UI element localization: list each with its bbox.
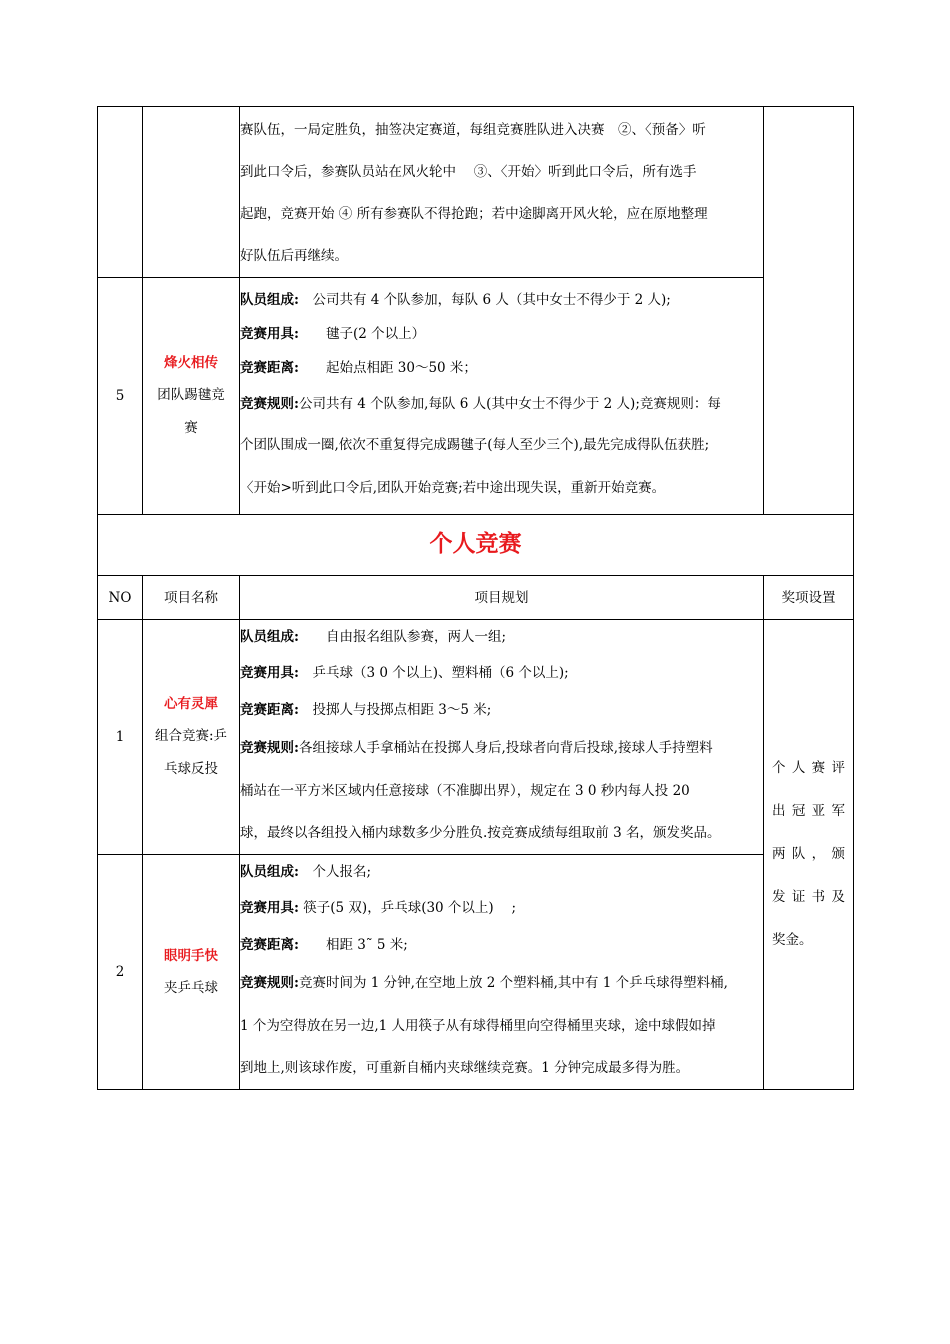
field-label: 竞赛规则:	[240, 739, 299, 756]
competition-table	[97, 106, 854, 1090]
field-label: 竞赛规则:	[240, 974, 299, 991]
desc-line	[240, 726, 763, 770]
description-cell	[240, 107, 764, 278]
event-title: 眼明手快	[164, 947, 218, 964]
award-line: 两 队 ， 颁	[772, 846, 845, 862]
award-cell	[764, 620, 854, 1090]
event-subtitle: 团队踢毽竞	[157, 387, 225, 403]
desc-line	[240, 887, 763, 929]
table-header-row	[98, 576, 854, 620]
field-label: 竞赛距离:	[240, 936, 299, 953]
field-value: 筷子(5 双)，乒乓球(30 个以上) ;	[298, 899, 517, 916]
desc-line	[240, 385, 763, 423]
desc-line	[240, 961, 763, 1005]
table-row	[98, 620, 854, 855]
field-label: 竞赛距离:	[240, 360, 299, 376]
desc-line: 好队伍后再继续。	[240, 248, 348, 264]
award-line: 发 证 书 及	[772, 889, 845, 905]
header-plan: 项目规划	[240, 576, 764, 620]
field-label: 队员组成:	[240, 863, 299, 880]
desc-line: 赛队伍，一局定胜负，抽签决定赛道，每组竞赛胜队进入决赛 ②、〈预备〉听	[240, 122, 706, 138]
header-name: 项目名称	[143, 576, 240, 620]
award-line: 奖金。	[772, 932, 813, 948]
desc-line	[240, 929, 763, 961]
no-cell: 1	[98, 620, 143, 855]
desc-line: 到此口令后，参赛队员站在风火轮中 ③、〈开始〉听到此口令后，所有选手	[240, 164, 697, 180]
field-label: 竞赛距离:	[240, 701, 299, 718]
field-value: 投掷人与投掷点相距 3～5 米;	[298, 701, 492, 718]
field-label: 竞赛规则:	[240, 396, 299, 412]
event-subtitle: 赛	[184, 420, 198, 436]
desc-line: 到地上,则该球作废，可重新自桶内夹球继续竞赛。1 分钟完成最多得为胜。	[240, 1059, 690, 1076]
header-award: 奖项设置	[764, 576, 854, 620]
award-cell	[764, 107, 854, 515]
desc-line	[240, 694, 763, 726]
no-cell	[98, 107, 143, 278]
field-value: 乒乓球（3 0 个以上)、塑料桶（6 个以上);	[298, 664, 569, 681]
desc-line: 起跑，竞赛开始 ④ 所有参赛队不得抢跑；若中途脚离开风火轮，应在原地整理	[240, 206, 708, 222]
description-cell	[240, 278, 764, 515]
table-row	[98, 278, 854, 515]
desc-line: 〈开始>听到此口令后,团队开始竞赛;若中途出现失误，重新开始竞赛。	[240, 480, 666, 496]
desc-line	[240, 351, 763, 385]
section-header	[98, 515, 854, 576]
event-title: 烽火相传	[164, 355, 218, 371]
field-value: 自由报名组队参赛，两人一组;	[298, 628, 507, 645]
field-label: 队员组成:	[240, 628, 299, 645]
name-cell	[143, 278, 240, 515]
field-value: 相距 3˜ 5 米;	[298, 936, 408, 953]
field-value: 各组接球人手拿桶站在投掷人身后,投球者向背后投球,接球人手持塑料	[298, 739, 713, 756]
table-row	[98, 855, 854, 1090]
field-value: 公司共有 4 个队参加,每队 6 人(其中女士不得少于 2 人);竞赛规则：每	[298, 396, 721, 412]
desc-line	[240, 857, 763, 887]
field-label: 竞赛用具:	[240, 326, 299, 342]
desc-line	[240, 652, 763, 694]
desc-line: 个团队围成一圈,依次不重复得完成踢毽子(每人至少三个),最先完成得队伍获胜;	[240, 437, 710, 453]
no-cell: 2	[98, 855, 143, 1090]
desc-line: 球，最终以各组投入桶内球数多少分胜负.按竞赛成绩每组取前 3 名，颁发奖品。	[240, 824, 721, 841]
description-cell	[240, 855, 764, 1090]
field-value: 公司共有 4 个队参加，每队 6 人（其中女士不得少于 2 人);	[298, 292, 671, 308]
header-no: NO	[98, 576, 143, 620]
event-subtitle: 组合竞赛:乒	[154, 728, 228, 744]
name-cell	[143, 107, 240, 278]
event-title: 心有灵犀	[164, 696, 218, 712]
field-label: 竞赛用具:	[240, 899, 299, 916]
event-subtitle: 夹乒乓球	[164, 979, 218, 996]
desc-line	[240, 283, 763, 317]
field-value: 毽子(2 个以上）	[298, 326, 426, 342]
name-cell	[143, 855, 240, 1090]
no-cell: 5	[98, 278, 143, 515]
desc-line: 1 个为空得放在另一边,1 人用筷子从有球得桶里向空得桶里夹球，途中球假如掉	[240, 1017, 716, 1034]
table-row	[98, 107, 854, 278]
desc-line: 桶站在一平方米区域内任意接球（不准脚出界），规定在 3 0 秒内每人投 20	[240, 782, 690, 799]
field-value: 竞赛时间为 1 分钟,在空地上放 2 个塑料桶,其中有 1 个乒乓球得塑料桶,	[298, 974, 728, 991]
name-cell	[143, 620, 240, 855]
desc-line	[240, 622, 763, 652]
event-subtitle: 乓球反投	[164, 761, 218, 777]
award-line: 出 冠 亚 军	[772, 803, 845, 819]
section-title: 个人竞赛	[429, 530, 522, 557]
award-text	[764, 747, 853, 962]
field-label: 竞赛用具:	[240, 664, 299, 681]
description-cell	[240, 620, 764, 855]
field-label: 队员组成:	[240, 292, 299, 308]
desc-line	[240, 317, 763, 351]
field-value: 个人报名;	[298, 863, 372, 880]
field-value: 起始点相距 30～50 米；	[298, 360, 477, 376]
award-line: 个 人 赛 评	[772, 760, 845, 776]
table-row	[98, 515, 854, 576]
